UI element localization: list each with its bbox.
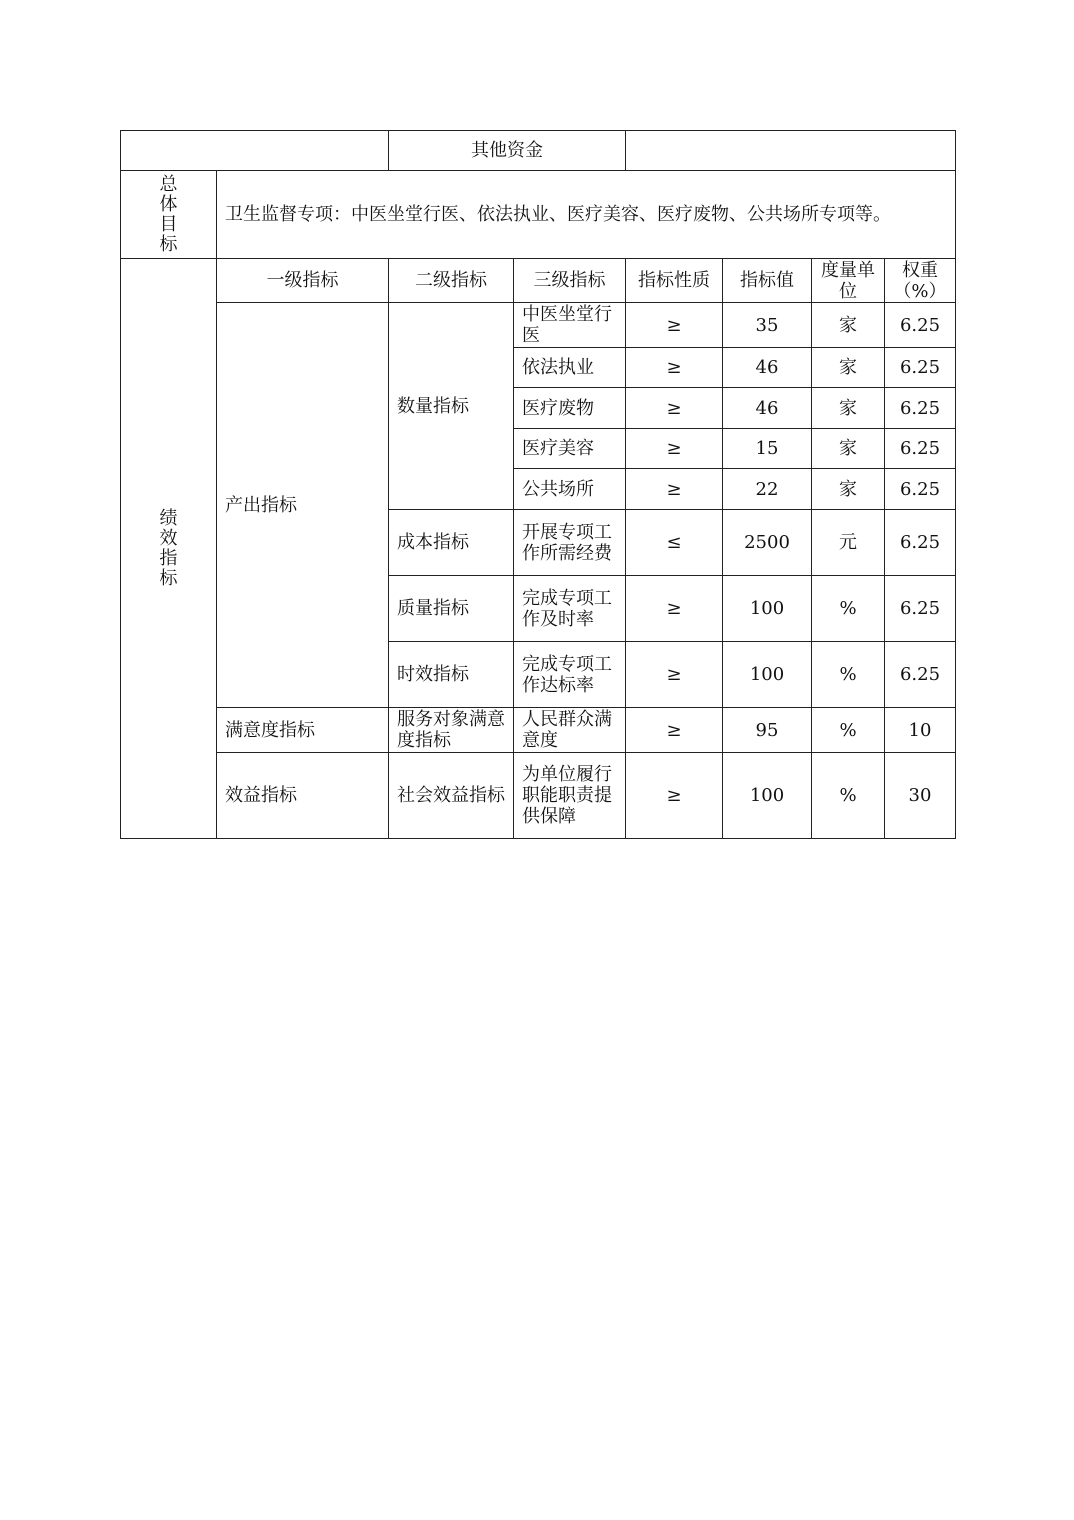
level3-cell: 完成专项工作达标率	[514, 642, 626, 708]
weight-cell: 10	[885, 708, 956, 753]
level3-cell: 中医坐堂行医	[514, 303, 626, 348]
weight-cell: 6.25	[885, 642, 956, 708]
value-cell: 35	[723, 303, 812, 348]
unit-cell: 家	[812, 348, 885, 388]
nature-cell: ≥	[626, 753, 723, 839]
funding-left-cell	[121, 131, 389, 171]
funding-row	[121, 131, 956, 171]
level3-cell: 为单位履行职能职责提供保障	[514, 753, 626, 839]
nature-cell: ≥	[626, 303, 723, 348]
level2-social-benefit: 社会效益指标	[389, 753, 514, 839]
performance-table	[120, 130, 956, 839]
unit-cell: 家	[812, 388, 885, 429]
nature-cell: ≥	[626, 429, 723, 469]
unit-cell: 家	[812, 303, 885, 348]
nature-cell: ≥	[626, 348, 723, 388]
overall-goal-label: 总体目标	[121, 171, 217, 259]
value-cell: 95	[723, 708, 812, 753]
performance-label: 绩效指标	[121, 259, 217, 839]
table-row	[121, 708, 956, 753]
header-weight: 权重（%）	[885, 259, 956, 303]
other-funds-label: 其他资金	[389, 131, 626, 171]
weight-cell: 6.25	[885, 303, 956, 348]
level1-satisfaction: 满意度指标	[217, 708, 389, 753]
overall-goal-row	[121, 171, 956, 259]
header-level2: 二级指标	[389, 259, 514, 303]
unit-cell: %	[812, 753, 885, 839]
funding-right-cell	[626, 131, 956, 171]
level3-cell: 医疗废物	[514, 388, 626, 429]
weight-cell: 6.25	[885, 469, 956, 510]
value-cell: 46	[723, 388, 812, 429]
nature-cell: ≥	[626, 708, 723, 753]
table-row	[121, 753, 956, 839]
level2-service-satisfaction: 服务对象满意度指标	[389, 708, 514, 753]
unit-cell: 家	[812, 469, 885, 510]
value-cell: 100	[723, 753, 812, 839]
level3-cell: 依法执业	[514, 348, 626, 388]
level2-quantity: 数量指标	[389, 303, 514, 510]
weight-cell: 30	[885, 753, 956, 839]
unit-cell: %	[812, 642, 885, 708]
level2-cost: 成本指标	[389, 510, 514, 576]
value-cell: 15	[723, 429, 812, 469]
header-row	[121, 259, 956, 303]
weight-cell: 6.25	[885, 348, 956, 388]
weight-cell: 6.25	[885, 576, 956, 642]
header-level1: 一级指标	[217, 259, 389, 303]
nature-cell: ≥	[626, 388, 723, 429]
value-cell: 22	[723, 469, 812, 510]
unit-cell: 家	[812, 429, 885, 469]
level3-cell: 完成专项工作及时率	[514, 576, 626, 642]
header-unit: 度量单位	[812, 259, 885, 303]
level3-cell: 医疗美容	[514, 429, 626, 469]
level2-quality: 质量指标	[389, 576, 514, 642]
header-level3: 三级指标	[514, 259, 626, 303]
nature-cell: ≥	[626, 642, 723, 708]
value-cell: 100	[723, 642, 812, 708]
level3-cell: 开展专项工作所需经费	[514, 510, 626, 576]
level3-cell: 人民群众满意度	[514, 708, 626, 753]
table-row	[121, 303, 956, 348]
value-cell: 46	[723, 348, 812, 388]
level1-output: 产出指标	[217, 303, 389, 708]
value-cell: 2500	[723, 510, 812, 576]
unit-cell: %	[812, 576, 885, 642]
weight-cell: 6.25	[885, 429, 956, 469]
unit-cell: 元	[812, 510, 885, 576]
overall-goal-text: 卫生监督专项：中医坐堂行医、依法执业、医疗美容、医疗废物、公共场所专项等。	[217, 171, 956, 259]
nature-cell: ≥	[626, 469, 723, 510]
level1-benefit: 效益指标	[217, 753, 389, 839]
unit-cell: %	[812, 708, 885, 753]
level3-cell: 公共场所	[514, 469, 626, 510]
weight-cell: 6.25	[885, 510, 956, 576]
value-cell: 100	[723, 576, 812, 642]
header-value: 指标值	[723, 259, 812, 303]
header-nature: 指标性质	[626, 259, 723, 303]
weight-cell: 6.25	[885, 388, 956, 429]
level2-timeliness: 时效指标	[389, 642, 514, 708]
nature-cell: ≤	[626, 510, 723, 576]
nature-cell: ≥	[626, 576, 723, 642]
